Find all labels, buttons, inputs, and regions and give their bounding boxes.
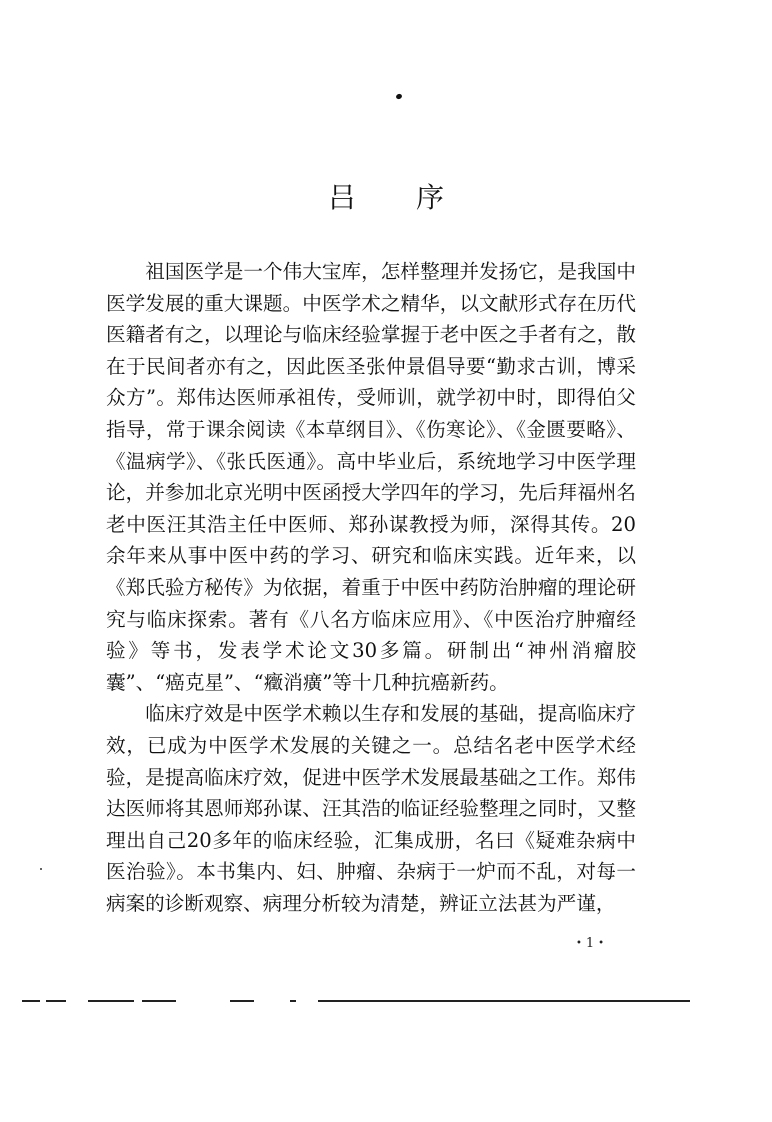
page-number-value: 1 (585, 936, 595, 951)
scan-edge-line (46, 1000, 66, 1002)
scan-edge-line (88, 1000, 134, 1002)
scan-edge-line (290, 1000, 296, 1002)
page-number-left-dot: • (575, 938, 582, 949)
page-number-right-dot: • (598, 938, 605, 949)
scan-edge-line (230, 1000, 254, 1002)
scan-speck (40, 868, 42, 870)
scan-edge-line (318, 1000, 690, 1002)
paragraph-2: 临床疗效是中医学术赖以生存和发展的基础，提高临床疗效，已成为中医学术发展的关键之一。总结名老中医学术经验，是提高临床疗效，促进中医学术发展最基础之工作。郑伟达医师将其恩师郑孙谋、汪其浩的临证经验整理之同时，又整理出自己20多年的临床经验，汇集成册，名曰《疑难杂病中医治验》。本书集内、妇、肿瘤、杂病于一炉而不乱，对每一病案的诊断观察、病理分析较为清楚，辨证立法甚为严谨， (106, 702, 636, 915)
scan-mark (395, 93, 402, 100)
page-number (560, 936, 620, 951)
scan-edge-line (22, 1000, 40, 1002)
title-char-1: 吕 (327, 181, 356, 214)
scan-edge-line (142, 1000, 176, 1002)
preface-body (106, 256, 636, 919)
title-char-2: 序 (416, 181, 445, 214)
page-title (0, 180, 772, 216)
paragraph-1: 祖国医学是一个伟大宝库，怎样整理并发扬它，是我国中医学发展的重大课题。中医学术之精华，以文献形式存在历代医籍者有之，以理论与临床经验掌握于老中医之手者有之，散在于民间者亦有之，因此医圣张仲景倡导要“勤求古训，博采众方”。郑伟达医师承祖传，受师训，就学初中时，即得伯父指导，常于课余阅读《本草纲目》、《伤寒论》、《金匮要略》、《温病学》、《张氏医通》。高中毕业后，系统地学习中医学理论，并参加北京光明中医函授大学四年的学习，先后拜福州名老中医汪其浩主任中医师、郑孙谋教授为师，深得其传。20余年来从事中医中药的学习、研究和临床实践。近年来，以《郑氏验方秘传》为依据，着重于中医中药防治肿瘤的理论研究与临床探索。著有《八名方临床应用》、《中医治疗肿瘤经验》等书，发表学术论文30多篇。研制出“神州消瘤胶囊”、“癌克星”、“癥消癀”等十几种抗癌新药。 (106, 260, 636, 694)
